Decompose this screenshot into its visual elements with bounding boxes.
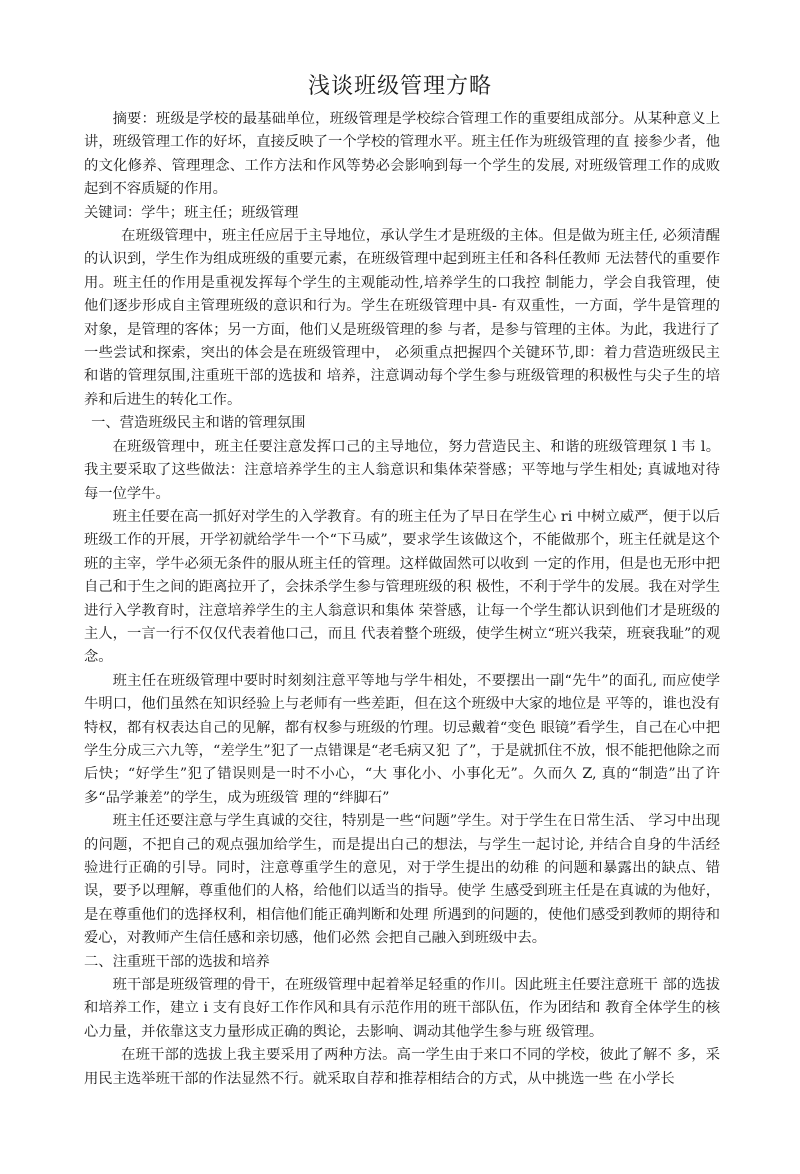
keywords-line: 关键词：学牛；班主任；班级管理 (84, 204, 299, 221)
section2-paragraph-1: 班干部是班级管理的骨干，在班级管理中起着举足轻重的作川。因此班主任要注意班干 部的选拔和培养工作，建立 i 支有良好工作作风和具有示范作用的班干部队伍，作为团结和 教育全体学生的核心力量，并依靠这支力量形成正确的舆论，去影响、调动其他学生参与班 级管理。 (84, 977, 720, 1040)
section-heading-1: 一、营造班级民主和谐的管理氛围 (91, 415, 306, 432)
section1-paragraph-4: 班主任还要注意与学生真诚的交往，特别是一些“问题”学生。对于学生在日常生活、 学习中出现的问题，不把自己的观点强加给学生，而是提出白己的想法，与学生一起讨论, 并结合自身的牛活经验进行正确的引导。同时，注意尊重学生的意见，对于学生提出的幼稚 的问题和暴露出的缺点、错误，要予以理解，尊重他们的人格，给他们以适当的指导。使学 生感受到班主任是在真诚的为他好，是在尊重他们的选择权利，相信他们能正确判断和处理 所遇到的问题的，使他们感受到教师的期待和爱心，对教师产生信任感和亲切感，他们必然 会把自己融入到班级中去。 (84, 813, 720, 947)
section1-paragraph-1: 在班级管理中，班主任要注意发挥口己的主导地位，努力营造民主、和谐的班级管理氛 l 韦 l。我主要采取了这些做法：注意培养学生的主人翁意识和集体荣誉感；平等地与学生相处; 真诚地对待每一位学牛。 (84, 438, 720, 502)
document-body (84, 108, 720, 1091)
intro-paragraph: 在班级管理中，班主任应居于主导地位，承认学生才是班级的主体。但是做为班主任, 必须清醒的认识到，学生作为组成班级的重要元素，在班级管理中起到班主任和各科任教师 无法替代的重要作用。班主任的作用是重视发挥每个学生的主观能动性,培养学生的口我控 制能力，学会自我管理，使他们逐步形成自主管理班级的意识和行为。学生在班级管理中具- 有双重性，一方面，学牛是管理的对象，是管理的客体；另一方面，他们乂是班级管理的参 与者，是参与管理的主体。为此，我进行了一些尝试和探索，突出的体会是在班级管理中， 必须重点把握四个关键环节,即：着力营造班级民主和谐的管理氛围,注重班干部的选拔和 培养，注意调动每个学生参与班级管理的积极性与尖子生的培养和后进生的转化工作。 (84, 228, 720, 408)
section-heading-2: 二、注重班干部的选拔和培养 (84, 953, 270, 970)
section1-paragraph-3: 班主任在班级管理中要时时刻刻注意平等地与学牛相处，不要摆出一副“先牛”的面孔, 而应使学牛明口，他们虽然在知识经验上与老师有一些差距，但在这个班级中大家的地位是 平等的，谁也没有特权，都有权表达自己的见解，都有权参与班级的竹理。切忌戴着“变色 眼镜”看学生，自己在心中把学生分成三六九等，“差学生”犯了一点错课是“老毛病又犯 了”，于是就抓住不放，恨不能把他除之而后快；“好学生”犯了错误则是一时不小心，“大 事化小、小事化无”。久而久 Z, 真的“制造”出了许多“品学兼差”的学生，成为班级管 理的“绊脚石” (84, 672, 720, 806)
section1-paragraph-2: 班主任要在高一抓好对学生的入学教育。有的班主任为了早日在学生心 ri 中树立威严，便于以后班级工作的开展，开学初就给学牛一个“下马威”，要求学生该做这个，不能做那个，班主任就是这个班的主宰，学牛必须无条件的服从班主任的管理。这样做固然可以收到 一定的作用，但是也无形中把自己和于生之间的距离拉开了，会抹杀学生参与管理班级的积 极性，不利于学牛的发展。我在对学生进行入学教育时，注意培养学生的主人翁意识和集体 荣誉感，让每一个学生都认识到他们才是班级的主人，一言一行不仅仅代表着他口己，而且 代表着整个班级，使学生树立“班兴我荣，班衰我耻”的观念。 (84, 508, 720, 666)
abstract-paragraph: 摘要：班级是学校的最基础单位，班级管理是学校综合管理工作的重要组成部分。从某种意义上讲，班级管理工作的好坏，直接反映了一个学校的管理水平。班主任作为班级管理的直 接参少者，他的文化修养、管理理念、工作方法和作风等势必会影响到每一个学生的发展, 对班级管理工作的成败起到不容质疑的作用。 (84, 111, 720, 198)
section2-paragraph-2: 在班干部的选拔上我主要采用了两种方法。高一学生由于来口不同的学校，彼此了解不 多，采用民主选举班干部的作法显然不行。就采取自荐和推荐相结合的方式，从中挑选一些 在小学长 (84, 1047, 720, 1087)
document-title: 浅谈班级管理方略 (307, 74, 492, 99)
